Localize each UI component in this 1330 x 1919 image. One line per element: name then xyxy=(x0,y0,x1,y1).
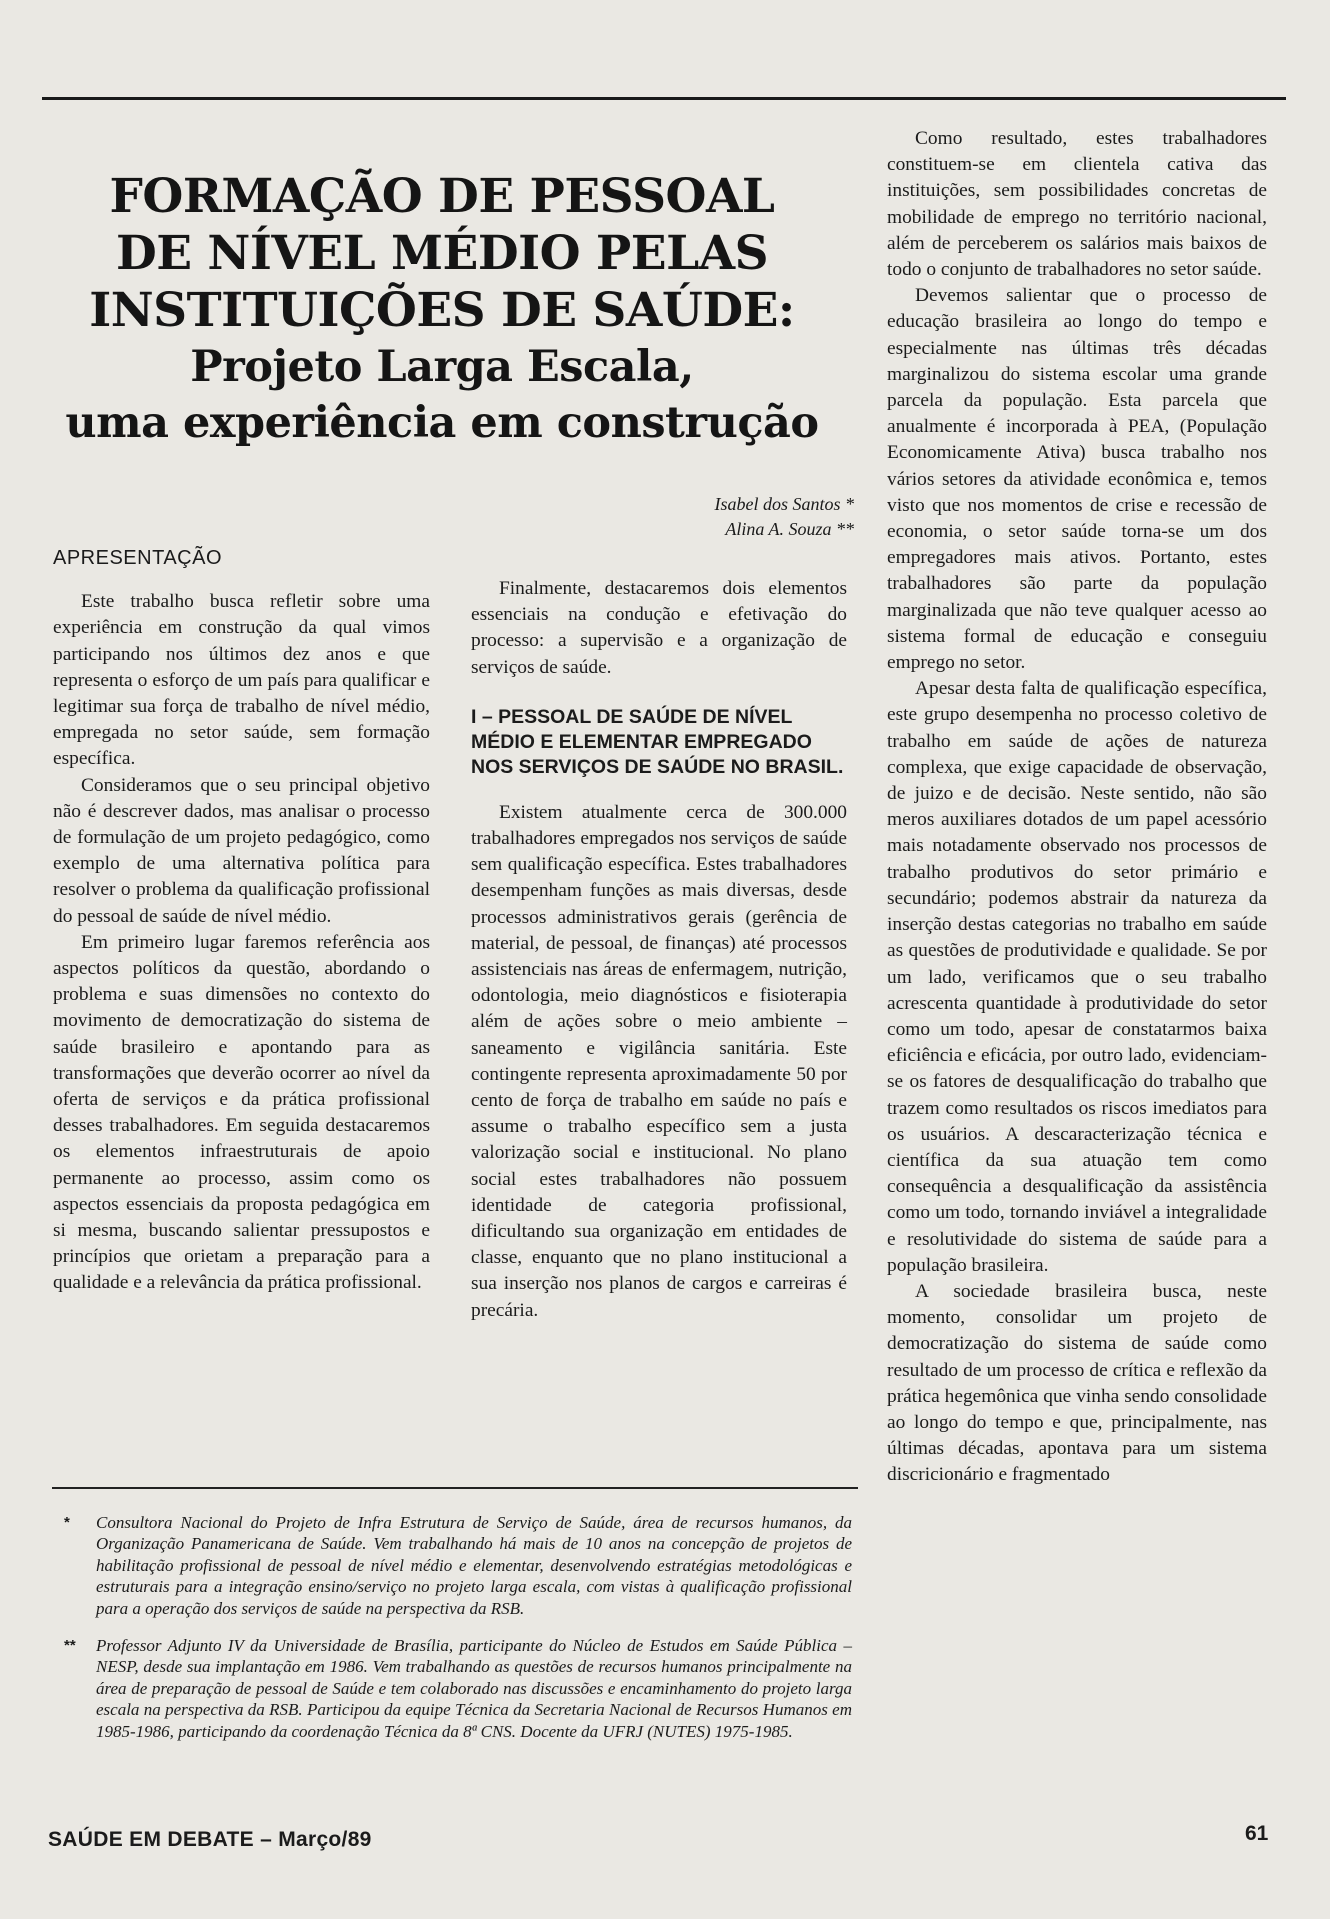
paragraph: Consideramos que o seu principal objetivo não é descrever dados, mas analisar o processo de formulação de um projeto pedagógico, como exemplo de uma alternativa política para resolver o problema da qualificação profissional do pessoal de saúde de nível médio. xyxy=(53,774,430,927)
column-3 xyxy=(887,126,1267,1489)
paragraph: Como resultado, estes trabalhadores constituem-se em clientela cativa das instituições, sem possibilidades concretas de mobilidade de emprego no território nacional, além de perceberem os salários mais baixos de todo o conjunto de trabalhadores no setor saúde. xyxy=(887,128,1267,281)
paragraph: Finalmente, destacaremos dois elementos essenciais na condução e efetivação do processo: a supervisão e a organização de serviços de saúde. xyxy=(471,578,847,678)
title-line-1: FORMAÇÃO DE PESSOAL xyxy=(109,169,775,224)
section-heading-apresentacao: APRESENTAÇÃO xyxy=(53,547,222,569)
author-1: Isabel dos Santos * xyxy=(714,494,854,514)
title-line-2: DE NÍVEL MÉDIO PELAS xyxy=(115,226,769,281)
paragraph: Este trabalho busca refletir sobre uma experiência em construção da qual vimos participando nos últimos dez anos e que representa o esforço de um país para qualificar e legitimar sua força de trabalho de nível médio, empregada no setor saúde, sem formação específica. xyxy=(53,591,430,770)
journal-footer: SAÚDE EM DEBATE – Março/89 xyxy=(48,1828,372,1851)
column-1 xyxy=(53,545,430,1297)
authors xyxy=(640,492,854,542)
page-number: 61 xyxy=(1245,1822,1269,1845)
article-title xyxy=(52,168,832,451)
author-2: Alina A. Souza ** xyxy=(725,519,854,539)
footnote-1 xyxy=(60,1512,852,1619)
title-line-3: INSTITUIÇÕES DE SAÚDE: xyxy=(89,283,795,338)
footnotes xyxy=(60,1512,852,1758)
title-line-4: Projeto Larga Escala, xyxy=(190,342,694,392)
footnote-marker: ** xyxy=(64,1637,76,1655)
footnote-text: Professor Adjunto IV da Universidade de Brasília, participante do Núcleo de Estudos em Saúde Pública – NESP, desde sua implantação em 1986. Vem trabalhando as questões de recursos humanos principalmente na área de preparação de pessoal de Saúde e tem colaborado nas discussões e encaminhamento do projeto larga escala na perspectiva da RSB. Participou da equipe Técnica da Secretaria Nacional de Recursos Humanos em 1985-1986, participando da coordenação Técnica da 8ª CNS. Docente da UFRJ (NUTES) 1975-1985. xyxy=(96,1636,852,1741)
footnote-text: Consultora Nacional do Projeto de Infra Estrutura de Serviço de Saúde, área de recursos humanos, da Organização Panamericana de Saúde. Vem trabalhando há mais de 10 anos na concepção de projetos de habilitação profissional de pessoal de nível médio e elementar, desenvolvendo estratégias metodológicas e estruturais para a integração ensino/serviço no projeto larga escala, com vistas à qualificação profissional para a operação dos serviços de saúde na perspectiva da RSB. xyxy=(96,1513,852,1618)
column-2 xyxy=(471,576,847,1324)
section-heading-pessoal-de-saude: I – PESSOAL DE SAÚDE DE NÍVEL MÉDIO E ELEMENTAR EMPREGADO NOS SERVIÇOS DE SAÚDE NO BRASIL. xyxy=(471,705,844,778)
paragraph: A sociedade brasileira busca, neste momento, consolidar um projeto de democratização do sistema de saúde como resultado de um processo de crítica e reflexão da prática hegemônica que vinha sendo consolidade ao longo do tempo e que, principalmente, nas últimas décadas, apontava para um sistema discricionário e fragmentado xyxy=(887,1280,1267,1486)
paragraph: Apesar desta falta de qualificação específica, este grupo desempenha no processo coletivo de trabalho em saúde de ações de natureza complexa, que exige capacidade de observação, de juizo e de decisão. Neste sentido, não são meros auxiliares dotados de um papel acessório mais notadamente observado nos processos de trabalho produtivos do setor primário e secundário; podemos abstrair da natureza da inserção destas categorias no trabalho em saúde as questões de produtividade e qualidade. Se por um lado, verificamos que o seu trabalho acrescenta quantidade à produtividade do setor como um todo, apesar de constatarmos baixa eficiência e eficácia, por outro lado, evidenciam-se os fatores de desqualificação do trabalho que trazem como resultados os riscos imediatos para os usuários. A descaracterização técnica e científica da sua atuação tem como consequência a desqualificação da assistência como um todo, tornando inviável a integralidade e resolutividade do sistema de saúde para a população brasileira. xyxy=(887,678,1267,1276)
footnote-marker: * xyxy=(64,1514,70,1531)
footnote-2 xyxy=(60,1635,852,1742)
paragraph: Devemos salientar que o processo de educação brasileira ao longo do tempo e especialmente nas últimas três décadas marginalizou do sistema escolar uma grande parcela da população. Esta parcela que anualmente é incorporada à PEA, (População Economicamente Ativa) busca trabalho nos vários setores da atividade econômica e, temos visto que nos momentos de crise e recessão de economia, o setor saúde torna-se um dos empregadores mais ativos. Portanto, estes trabalhadores são parte da população marginalizada que não teve qualquer acesso ao sistema formal de educação e conseguiu emprego no setor. xyxy=(887,285,1267,674)
title-line-5: uma experiência em construção xyxy=(65,398,819,448)
paragraph: Em primeiro lugar faremos referência aos aspectos políticos da questão, abordando o problema e suas dimensões no contexto do movimento de democratização do sistema de saúde brasileiro e apontando para as transformações que deverão ocorrer ao nível da oferta de serviços e da prática profissional desses trabalhadores. Em seguida destacaremos os elementos infraestruturais de apoio permanente ao processo, assim como os aspectos essenciais da proposta pedagógica em si mesma, buscando salientar pressupostos e princípios que orietam a preparação para a qualidade e a relevância da prática profissional. xyxy=(53,931,430,1294)
paragraph: Existem atualmente cerca de 300.000 trabalhadores empregados nos serviços de saúde sem qualificação específica. Estes trabalhadores desempenham funções as mais diversas, desde processos administrativos gerais (gerência de material, de pessoal, de finanças) até processos assistenciais nas áreas de enfermagem, nutrição, odontologia, meio diagnósticos e fisioterapia além de ações sobre o meio ambiente – saneamento e vigilância sanitária. Este contingente representa aproximadamente 50 por cento de força de trabalho em saúde no país e assume o trabalho específico sem a justa valorização social e institucional. No plano social estes trabalhadores não possuem identidade de categoria profissional, dificultando sua organização em entidades de classe, enquanto que no plano institucional a sua inserção nos planos de cargos e carreiras é precária. xyxy=(471,801,847,1321)
top-rule xyxy=(42,97,1286,100)
footnote-rule xyxy=(52,1487,858,1489)
